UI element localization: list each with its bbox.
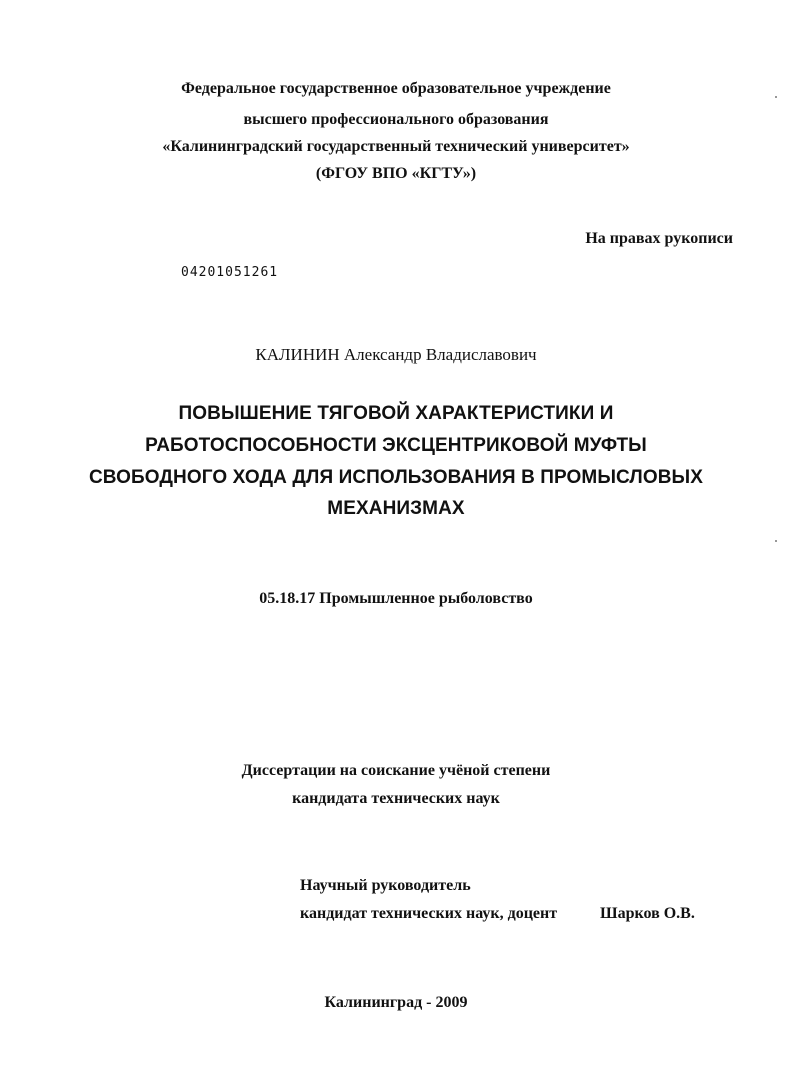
supervisor-role: Научный руководитель	[300, 877, 471, 894]
scan-speck	[775, 96, 777, 98]
dissertation-title-line-3: СВОБОДНОГО ХОДА ДЛЯ ИСПОЛЬЗОВАНИЯ В ПРОМЫСЛОВЫХ	[88, 467, 704, 488]
author-name: КАЛИНИН Александр Владиславович	[255, 345, 537, 364]
registration-code: 04201051261	[181, 265, 279, 280]
dissertation-title-line-1: ПОВЫШЕНИЕ ТЯГОВОЙ ХАРАКТЕРИСТИКИ И	[178, 403, 614, 424]
institution-line-3: «Калининградский государственный технический университет»	[162, 138, 630, 155]
supervisor-name: Шарков О.В.	[600, 905, 695, 922]
city-year: Калининград - 2009	[324, 994, 468, 1011]
institution-line-1: Федеральное государственное образовательное учреждение	[181, 80, 611, 97]
dissertation-title-line-4: МЕХАНИЗМАХ	[327, 498, 465, 519]
degree-line-2: кандидата технических наук	[292, 790, 500, 807]
institution-line-2: высшего профессионального образования	[243, 111, 549, 128]
scan-speck	[775, 540, 777, 542]
specialty-code: 05.18.17 Промышленное рыболовство	[259, 590, 533, 607]
degree-line-1: Диссертации на соискание учёной степени	[241, 762, 551, 779]
dissertation-title-line-2: РАБОТОСПОСОБНОСТИ ЭКСЦЕНТРИКОВОЙ МУФТЫ	[145, 435, 647, 456]
supervisor-credentials: кандидат технических наук, доцент	[300, 905, 558, 922]
manuscript-note: На правах рукописи	[585, 230, 733, 247]
institution-abbreviation: (ФГОУ ВПО «КГТУ»)	[315, 165, 477, 182]
